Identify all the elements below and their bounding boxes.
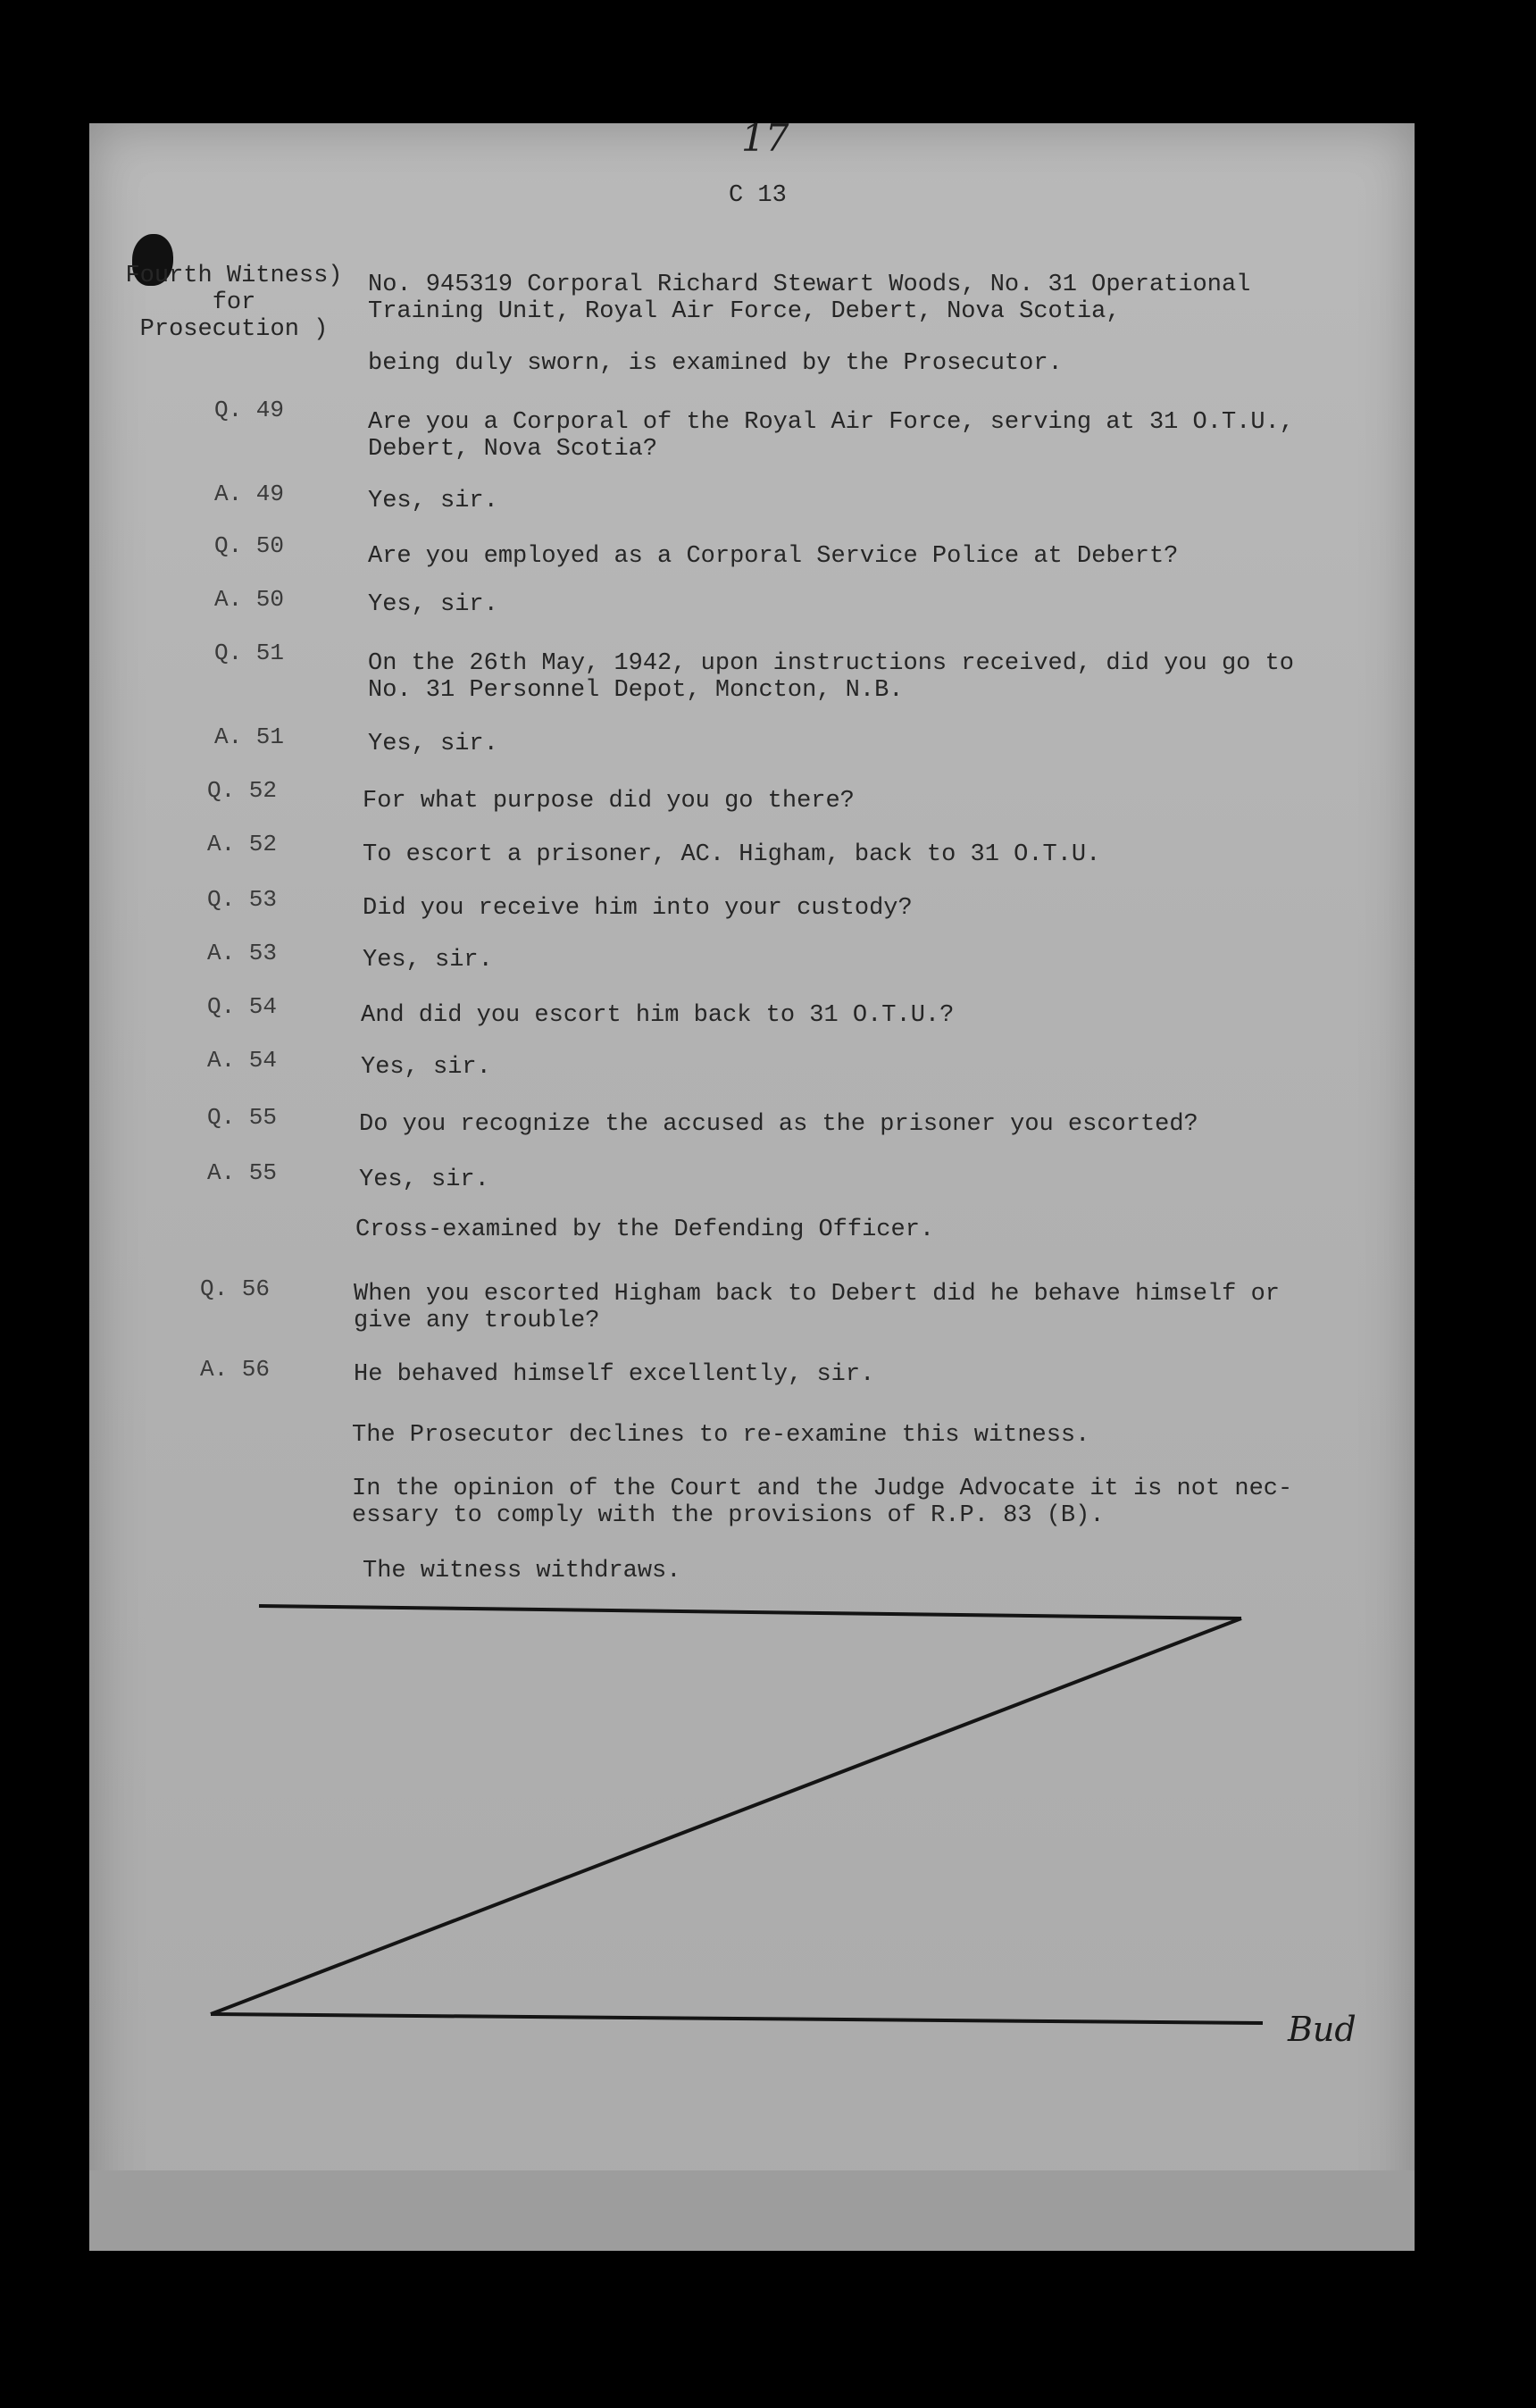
witness-role-line: Prosecution ) — [139, 316, 329, 343]
qa-text-line: He behaved himself excellently, sir. — [354, 1361, 875, 1388]
qa-label: Q. 50 — [214, 532, 285, 559]
qa-label: A. 50 — [214, 586, 285, 613]
handwritten-page-number: 17 — [741, 116, 789, 160]
z-top-line — [259, 1606, 1241, 1618]
qa-label: Q. 49 — [214, 397, 285, 423]
witness-role-line: Fourth Witness) — [125, 263, 343, 289]
witness-intro-line: No. 945319 Corporal Richard Stewart Woods, No. 31 Operational — [368, 272, 1251, 298]
qa-text-line: On the 26th May, 1942, upon instructions received, did you go to — [368, 650, 1294, 677]
prosecutor-declines-line: The Prosecutor declines to re-examine this witness. — [352, 1422, 1090, 1449]
qa-text-line: No. 31 Personnel Depot, Moncton, N.B. — [368, 677, 904, 704]
qa-text-line: To escort a prisoner, AC. Higham, back to 31 O.T.U. — [363, 841, 1101, 868]
qa-text-line: Do you recognize the accused as the prisoner you escorted? — [359, 1111, 1198, 1138]
z-bottom-line — [211, 2014, 1263, 2023]
qa-label: Q. 51 — [214, 640, 285, 666]
qa-label: Q. 53 — [207, 886, 278, 913]
qa-label: Q. 52 — [207, 777, 278, 804]
qa-text-line: give any trouble? — [354, 1308, 600, 1334]
qa-text-line: When you escorted Higham back to Debert did he behave himself or — [354, 1281, 1280, 1308]
qa-label: A. 55 — [207, 1159, 278, 1186]
document-code: C 13 — [729, 182, 787, 209]
witness-role-line: for — [212, 289, 256, 316]
qa-label: Q. 54 — [207, 993, 278, 1020]
qa-label: A. 52 — [207, 831, 278, 857]
opinion-line: In the opinion of the Court and the Judge Advocate it is not nec- — [352, 1476, 1293, 1502]
qa-text-line: Yes, sir. — [368, 731, 498, 757]
witness-intro-line: Training Unit, Royal Air Force, Debert, Nova Scotia, — [368, 298, 1121, 325]
opinion-line: essary to comply with the provisions of R.P. 83 (B). — [352, 1502, 1105, 1529]
qa-text-line: Yes, sir. — [359, 1166, 489, 1193]
qa-text-line: For what purpose did you go there? — [363, 788, 855, 815]
qa-label: Q. 56 — [200, 1275, 271, 1302]
qa-text-line: Yes, sir. — [361, 1054, 491, 1081]
qa-text-line: Did you receive him into your custody? — [363, 895, 913, 922]
qa-label: A. 53 — [207, 940, 278, 966]
qa-label: A. 49 — [214, 481, 285, 507]
cross-exam-heading: Cross-examined by the Defending Officer. — [355, 1217, 935, 1243]
qa-label: Q. 55 — [207, 1104, 278, 1131]
qa-text-line: And did you escort him back to 31 O.T.U.? — [361, 1002, 955, 1029]
qa-text-line: Yes, sir. — [368, 488, 498, 514]
handwritten-signature: Bud — [1288, 2010, 1357, 2049]
qa-text-line: Yes, sir. — [368, 591, 498, 618]
qa-text-line: Yes, sir. — [363, 947, 493, 974]
qa-label: A. 51 — [214, 723, 285, 750]
sworn-line: being duly sworn, is examined by the Prosecutor. — [368, 350, 1063, 377]
z-diagonal-line — [211, 1618, 1241, 2014]
qa-text-line: Debert, Nova Scotia? — [368, 436, 658, 463]
qa-label: A. 54 — [207, 1047, 278, 1074]
qa-label: A. 56 — [200, 1356, 271, 1383]
witness-withdraws-line: The witness withdraws. — [363, 1558, 681, 1584]
qa-text-line: Are you employed as a Corporal Service Police at Debert? — [368, 543, 1179, 570]
qa-text-line: Are you a Corporal of the Royal Air Force, serving at 31 O.T.U., — [368, 409, 1294, 436]
